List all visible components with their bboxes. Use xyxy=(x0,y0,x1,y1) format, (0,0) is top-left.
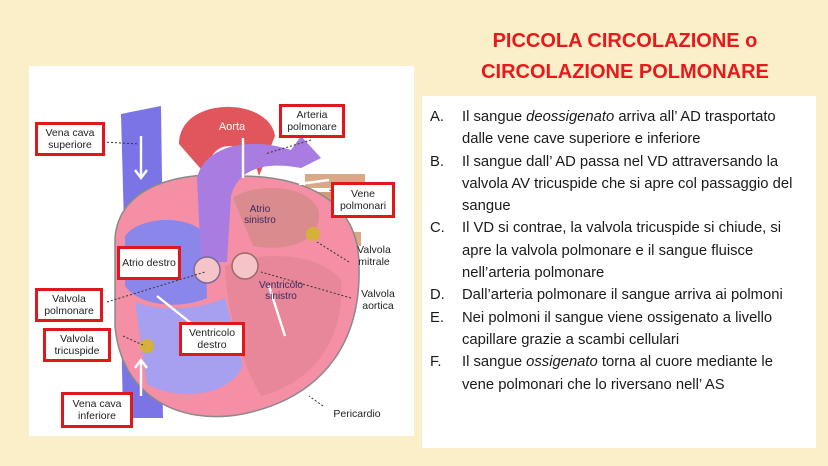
title-line-1: PICCOLA CIRCOLAZIONE o xyxy=(492,30,758,52)
steps-list xyxy=(422,96,816,396)
list-item: E. Nei polmoni il sangue viene ossigenato a livello capillare grazie a scambi cellulari xyxy=(430,309,773,348)
slide-title xyxy=(430,26,820,88)
label-ventricolo-destro: Ventricolo destro xyxy=(179,322,245,356)
label-pericardio: Pericardio xyxy=(333,408,381,420)
label-ventricolo-sinistro: Ventricolo sinistro xyxy=(259,280,303,302)
label-arteria-polmonare: Arteria polmonare xyxy=(279,104,345,138)
label-vene-polmonari: Vene polmonari xyxy=(331,182,395,218)
label-valvola-mitrale: Valvola mitrale xyxy=(357,244,391,268)
label-aorta: Aorta xyxy=(218,121,246,133)
list-item: F. Il sangue ossigenato torna al cuore mediante le vene polmonari che lo riversano nell’ AS xyxy=(430,354,773,393)
valvola-tricuspide-shape xyxy=(140,339,154,353)
label-valvola-aortica: Valvola aortica xyxy=(361,288,395,312)
steps-panel xyxy=(422,96,816,448)
label-valvola-tricuspide: Valvola tricuspide xyxy=(43,328,111,362)
label-valvola-polmonare: Valvola polmonare xyxy=(35,288,103,322)
title-line-2: CIRCOLAZIONE POLMONARE xyxy=(481,61,769,83)
label-atrio-destro: Atrio destro xyxy=(117,246,181,280)
list-item: A. Il sangue deossigenato arriva all’ AD trasportato dalle vene cave superiore e inferiore xyxy=(430,109,776,148)
list-item: C. Il VD si contrae, la valvola tricuspide si chiude, si apre la valvola polmonare e il sangue fluisce nell’arteria polmonare xyxy=(430,220,782,282)
list-item: D. Dall’arteria polmonare il sangue arriva ai polmoni xyxy=(430,287,783,304)
valvola-polmonare-shape xyxy=(194,257,220,283)
valvola-mitrale-shape xyxy=(306,227,320,241)
heart-diagram xyxy=(29,66,414,436)
label-atrio-sinistro: Atrio sinistro xyxy=(244,204,276,226)
list-item: B. Il sangue dall’ AD passa nel VD attraversando la valvola AV tricuspide che si apre col passaggio del sangue xyxy=(430,153,793,215)
valvola-aortica-shape xyxy=(232,253,258,279)
label-vena-cava-inferiore: Vena cava inferiore xyxy=(61,392,133,428)
label-vena-cava-superiore: Vena cava superiore xyxy=(35,122,105,156)
